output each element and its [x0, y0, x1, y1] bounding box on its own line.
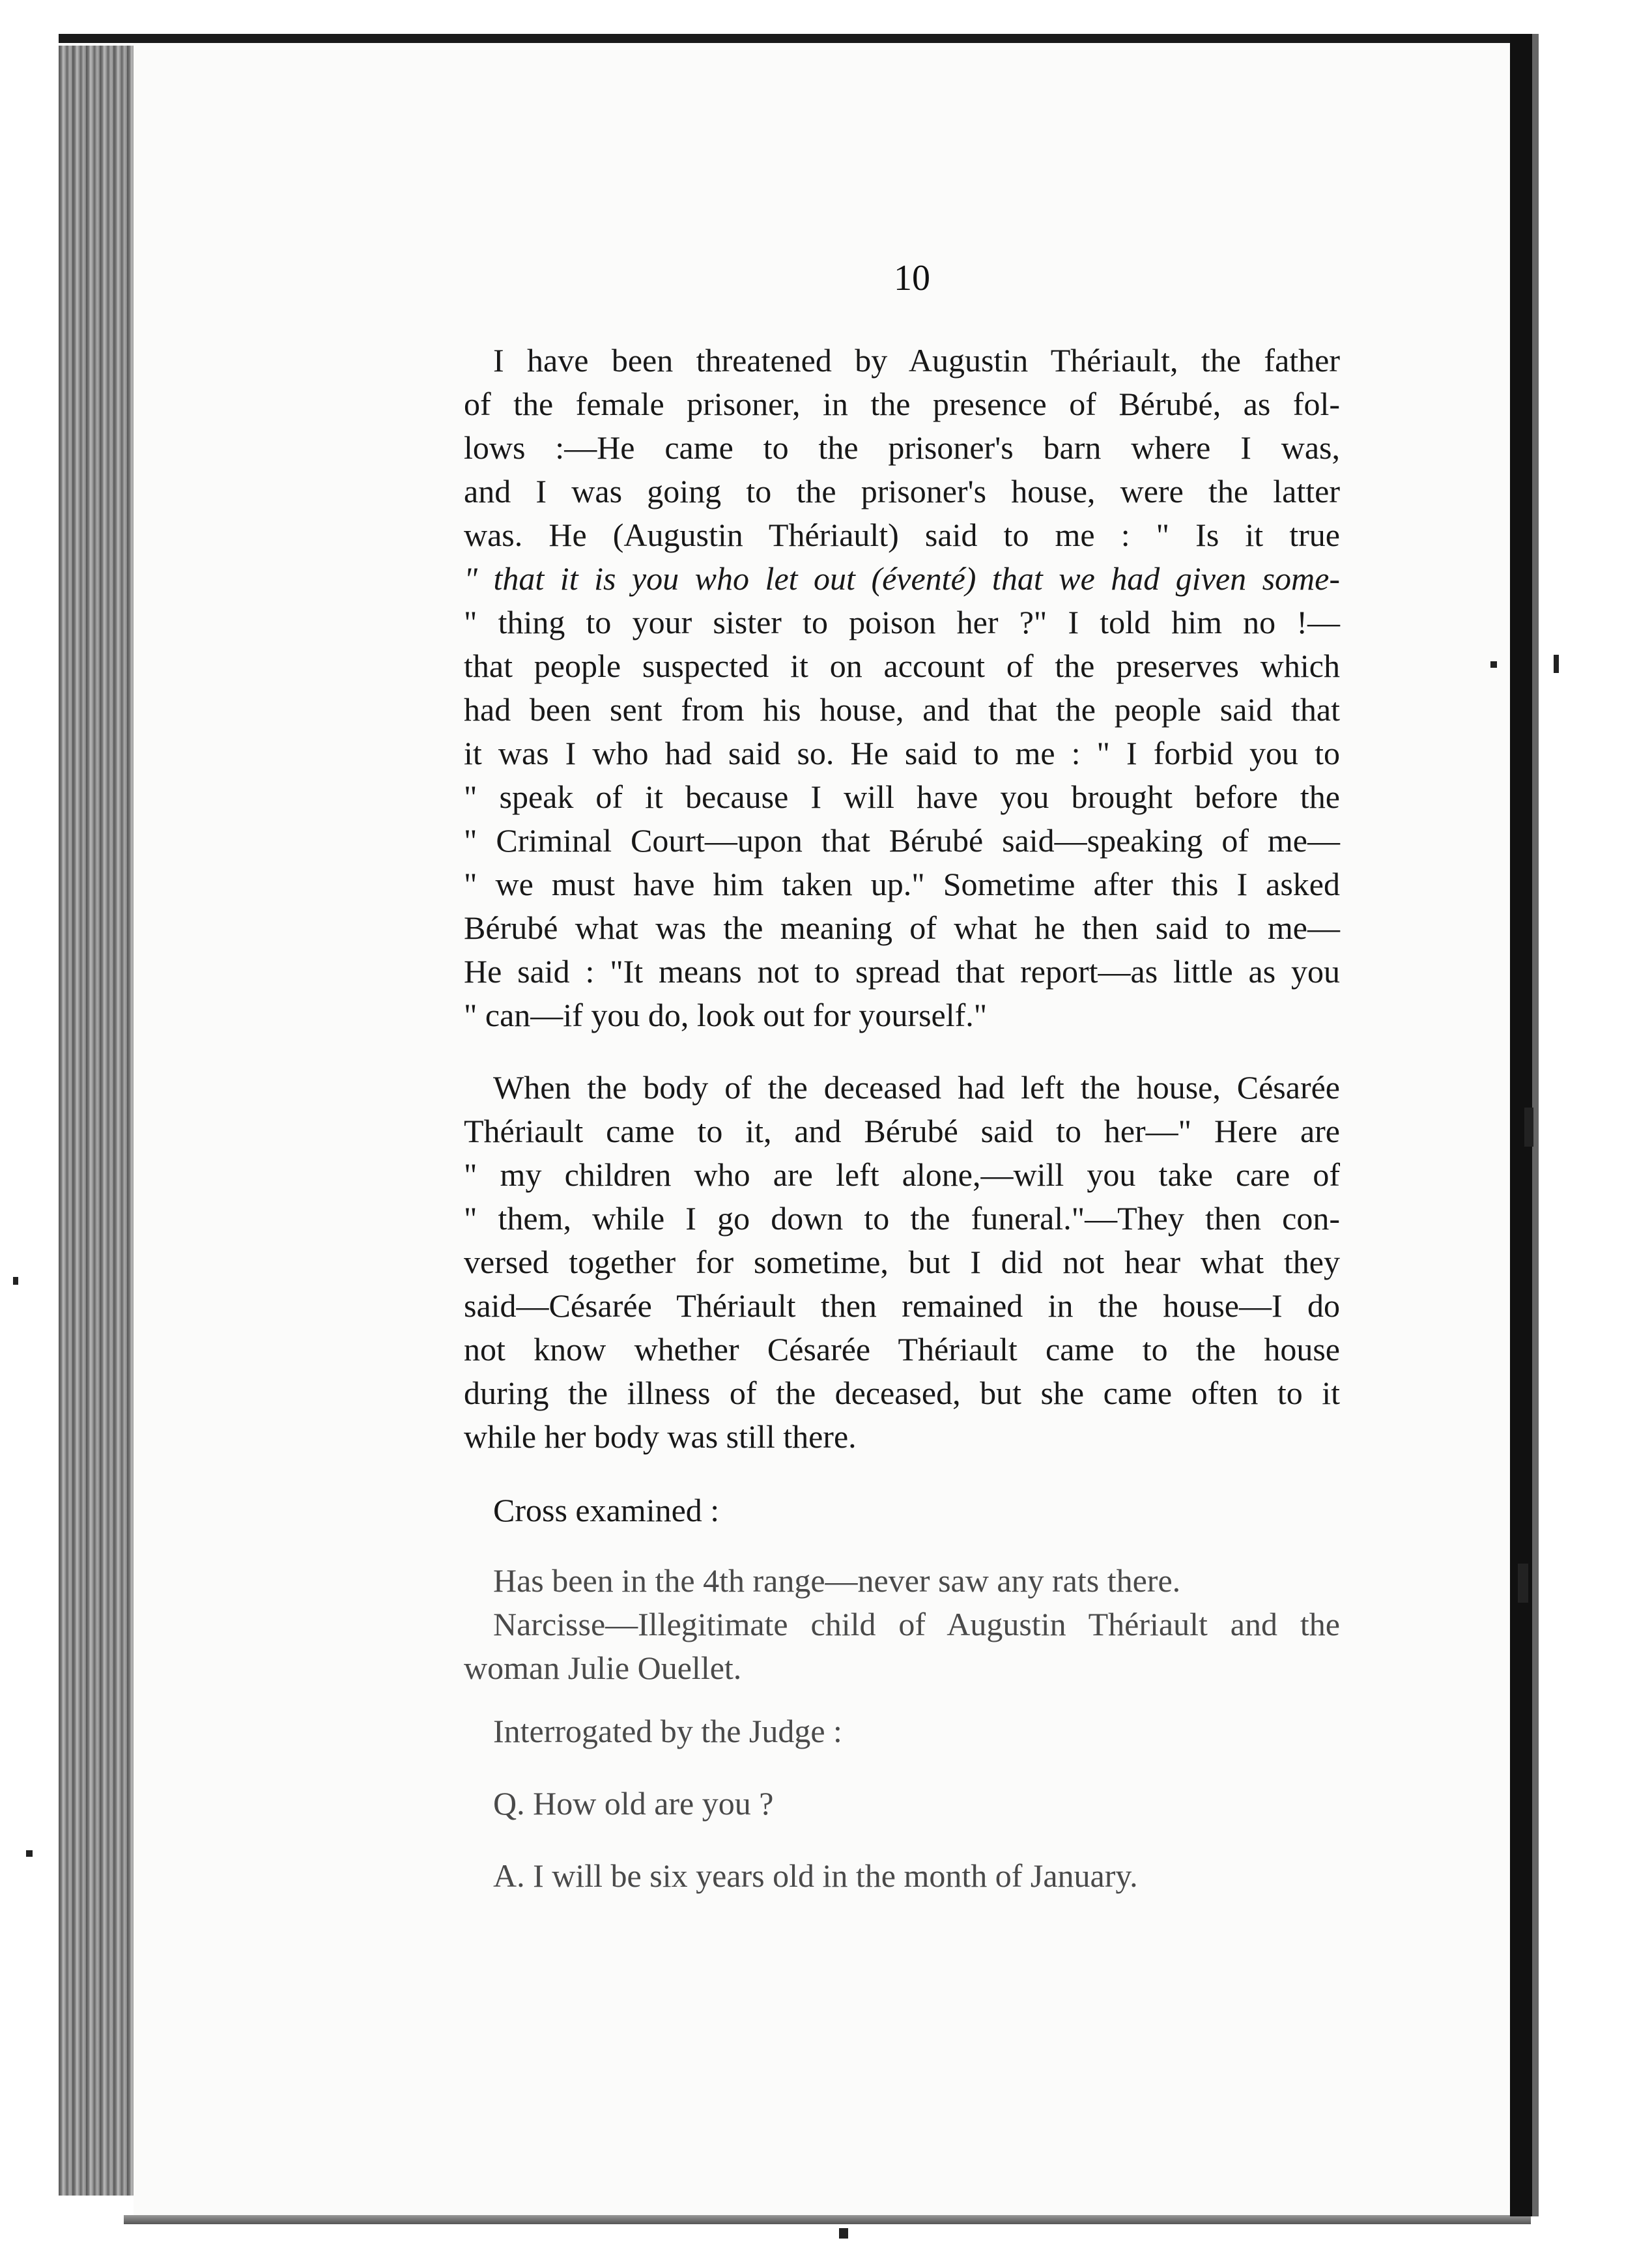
page-number: 10 [894, 258, 930, 298]
section-label-cross-examined [464, 1489, 1340, 1532]
text-line: When the body of the deceased had left the house, Césarée [493, 1069, 1340, 1106]
text-line: " thing to your sister to poison her ?" I told him no !— [464, 604, 1340, 640]
scan-mark [1518, 1564, 1528, 1603]
text-line: lows :—He came to the prisoner's barn where I was, [464, 429, 1340, 466]
text-line: was. He (Augustin Thériault) said to me : " Is it true [464, 517, 1340, 553]
text-line: Q. How old are you ? [493, 1785, 774, 1822]
top-edge-shadow [59, 34, 1531, 43]
text-line: not know whether Césarée Thériault came to the house [464, 1331, 1340, 1367]
text-line: " Criminal Court—upon that Bérubé said—speaking of me— [464, 822, 1340, 859]
text-line: " that it is you who let out (éventé) that we had given some- [464, 560, 1340, 597]
text-line: Interrogated by the Judge : [493, 1713, 842, 1749]
text-line: Has been in the 4th range—never saw any rats there. [493, 1562, 1181, 1599]
text-line: while her body was still there. [464, 1418, 857, 1455]
book-spine-edge [59, 46, 134, 2196]
text-line: said—Césarée Thériault then remained in the house—I do [464, 1287, 1340, 1324]
text-line: " we must have him taken up." Sometime after this I asked [464, 866, 1340, 902]
testimony-paragraph [464, 339, 1340, 1037]
section-label-interrogated [464, 1710, 1340, 1753]
answer-line [464, 1854, 1340, 1898]
scan-mark [13, 1277, 18, 1285]
text-line: Bérubé what was the meaning of what he then said to me— [464, 909, 1340, 946]
text-line: He said : "It means not to spread that report—as little as you [464, 953, 1340, 990]
scan-mark [839, 2228, 848, 2239]
text-line: had been sent from his house, and that the people said that [464, 691, 1340, 728]
testimony-paragraph [464, 1559, 1340, 1690]
text-line: " them, while I go down to the funeral."—They then con- [464, 1200, 1340, 1237]
scan-mark [1524, 1108, 1533, 1147]
text-line: Narcisse—Illegitimate child of Augustin Thériault and the [493, 1606, 1340, 1642]
bottom-edge-shadow [124, 2215, 1531, 2224]
text-line: I have been threatened by Augustin Thériault, the father [493, 342, 1340, 379]
text-line: A. I will be six years old in the month of January. [493, 1857, 1138, 1894]
text-line: " speak of it because I will have you brought before the [464, 779, 1340, 815]
text-line: Cross examined : [493, 1492, 720, 1528]
text-line: Thériault came to it, and Bérubé said to her—" Here are [464, 1113, 1340, 1149]
text-line: of the female prisoner, in the presence of Bérubé, as fol- [464, 386, 1340, 422]
question-line [464, 1782, 1340, 1825]
text-line: " my children who are left alone,—will you take care of [464, 1156, 1340, 1193]
text-line: woman Julie Ouellet. [464, 1650, 742, 1686]
text-line: during the illness of the deceased, but she came often to it [464, 1375, 1340, 1411]
scan-mark [1490, 661, 1497, 668]
scan-mark [26, 1850, 33, 1857]
text-line: versed together for sometime, but I did not hear what they [464, 1244, 1340, 1280]
text-line: " can—if you do, look out for yourself." [464, 997, 988, 1033]
testimony-paragraph [464, 1066, 1340, 1459]
scan-mark [1554, 655, 1559, 673]
text-line: that people suspected it on account of the preserves which [464, 648, 1340, 684]
text-line: it was I who had said so. He said to me : " I forbid you to [464, 735, 1340, 771]
text-line: and I was going to the prisoner's house, were the latter [464, 473, 1340, 509]
